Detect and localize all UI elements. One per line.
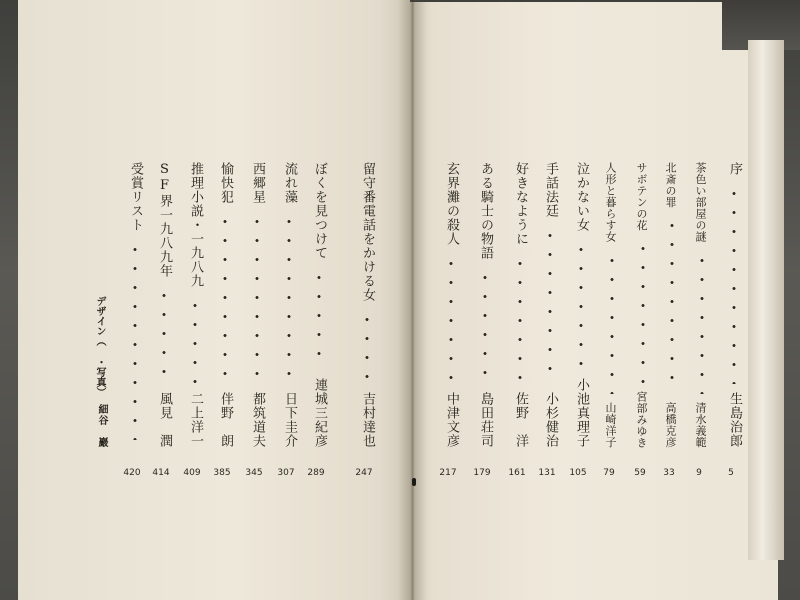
toc-entry-title: 玄界灘の殺人 [444,162,459,246]
design-credit-label: デザイン（ ・写真） [94,296,105,397]
leader-dots [547,226,553,384]
toc-entry-author: 風見 潤 [157,392,172,448]
leader-dots [316,268,322,370]
leader-dots [132,240,138,440]
toc-entry-author: 生島治郎 [727,392,742,448]
leader-dots [161,286,167,384]
design-credit [92,296,106,397]
leader-dots [731,184,737,384]
toc-entry-title: 受賞リスト [128,162,143,232]
toc-entry-author: 日下圭介 [282,392,297,448]
toc-entry-author: 小池真理子 [574,378,589,448]
toc-entry-author: 清水義範 [694,402,707,448]
leader-dots [669,216,675,394]
toc-entry-page-number: 289 [307,468,325,478]
toc-entry-page-number: 420 [123,468,141,478]
toc-entry-author: 連城三紀彦 [312,378,327,448]
toc-entry-author: 都筑道夫 [250,392,265,448]
toc-entry-title: 愉快犯 [218,162,233,204]
leader-dots [192,296,198,384]
toc-entry-page-number: 131 [538,468,556,478]
right-page [410,2,778,600]
toc-entry-title: 茶色い部屋の謎 [694,162,707,243]
leader-dots [517,254,523,384]
toc-entry-title: SF界一九八九年 [157,162,172,278]
toc-entry-author: 佐野 洋 [513,392,528,448]
toc-entry-page-number: 217 [439,468,457,478]
ink-mark [412,478,416,486]
toc-entry-title: 留守番電話をかける女 [360,162,375,302]
toc-entry-title: ぼくを見つけて [312,162,327,260]
toc-entry-page-number: 385 [213,468,231,478]
toc-entry-page-number: 414 [152,468,170,478]
toc-entry-page-number: 79 [603,468,615,478]
leader-dots [482,268,488,384]
toc-entry-title: 北斎の罪 [664,162,677,208]
leader-dots [364,310,370,384]
leader-dots [448,254,454,384]
toc-entry-title: 好きなように [513,162,528,246]
toc-entry-author: 小杉健治 [543,392,558,448]
toc-entry-title: 推理小説・一九八九 [188,162,203,288]
book-gutter [398,0,426,600]
toc-entry-title: 泣かない女 [574,162,589,232]
design-credit-name-block [92,404,110,448]
toc-entry-title: 序 [727,162,742,176]
toc-entry-author: 中津文彦 [444,392,459,448]
leader-dots [699,251,705,395]
toc-entry-title: 人形と暮らす女 [604,162,617,243]
left-page [18,0,410,600]
toc-entry-page-number: 307 [277,468,295,478]
toc-entry-title: ある騎士の物語 [478,162,493,260]
toc-entry-author: 吉村達也 [360,392,375,448]
toc-entry-title: 手話法廷 [543,162,558,218]
leader-dots [254,212,260,384]
toc-entry-title: 流れ藻 [282,162,297,204]
toc-entry-page-number: 9 [696,468,702,478]
toc-entry-author: 島田荘司 [478,392,493,448]
leader-dots [286,212,292,384]
toc-entry-title: 西郷星 [250,162,265,204]
toc-entry-author: 山崎洋子 [604,402,617,448]
leader-dots [578,240,584,370]
toc-entry-title: サボテンの花 [635,162,648,231]
design-credit-name: 細谷 巖 [96,404,107,448]
leader-dots [222,212,228,384]
toc-entry-author: 宮部みゆき [635,390,648,448]
leader-dots [609,251,615,395]
toc-entry-page-number: 105 [569,468,587,478]
toc-entry-page-number: 33 [663,468,675,478]
toc-entry-page-number: 59 [634,468,646,478]
toc-entry-author: 伴野 朗 [218,392,233,448]
page-stack-edge [748,40,784,560]
leader-dots [640,239,646,383]
toc-entry-page-number: 161 [508,468,526,478]
toc-entry-page-number: 409 [183,468,201,478]
toc-entry-author: 高橋克彦 [664,402,677,448]
toc-entry-page-number: 247 [355,468,373,478]
toc-entry-author: 二上洋一 [188,392,203,448]
toc-entry-page-number: 5 [728,468,734,478]
toc-entry-page-number: 179 [473,468,491,478]
toc-entry-page-number: 345 [245,468,263,478]
